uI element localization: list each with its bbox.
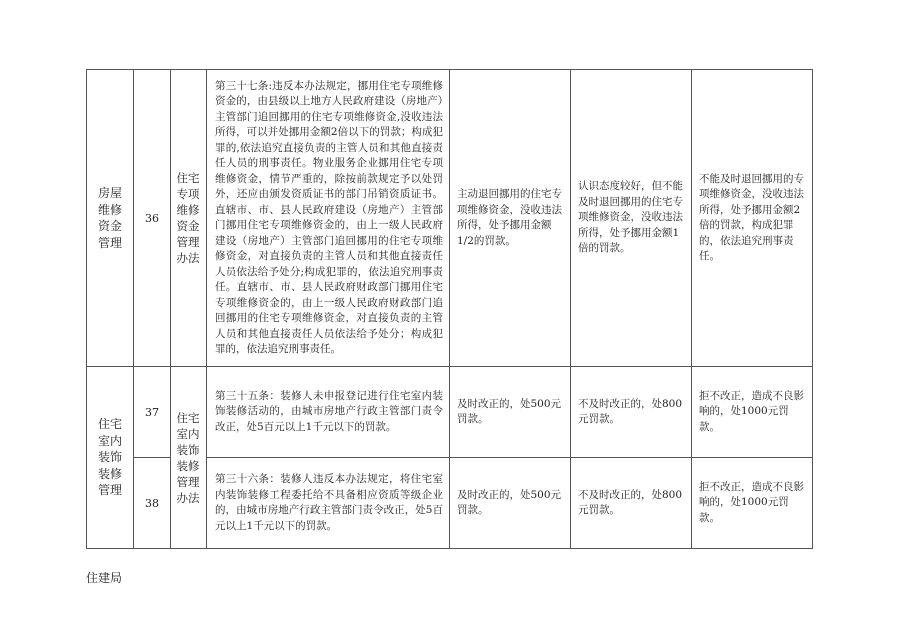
category-cell [87, 367, 134, 549]
table-row [87, 70, 813, 367]
clause-cell: 第三十五条：装修人未申报登记进行住宅室内装饰装修活动的，由城市房地产行政主管部门责令改正，处5百元以上1千元以下的罚款。 [207, 367, 450, 458]
regulation-text: 住宅室内装饰装修管理办法 [176, 410, 200, 505]
number-cell: 36 [134, 70, 171, 367]
clause-cell: 第三十七条:违反本办法规定，挪用住宅专项维修资金的，由县级以上地方人民政府建设（房地产）主管部门追回挪用的住宅专项维修资金,没收违法所得，可以并处挪用金额2倍以下的罚款；构成犯罪的,依法追究直接负责的主管人员和其他直接责任人员的刑事责任。物业服务企业挪用住宅专项维修资金，情节严重的，除按前款规定予以处罚外，还应由颁发资质证书的部门吊销资质证书。直辖市、市、县人民政府建设（房地产）主管部门挪用住宅专项维修资金的，由上一级人民政府建设（房地产）主管部门追回挪用的住宅专项维修资金，对直接负责的主管人员和其他直接责任人员依法给予处分;构成犯罪的，依法追究刑事责任。直辖市、市、县人民政府财政部门挪用住宅专项维修资金的，由上一级人民政府财政部门追回挪用的住宅专项维修资金，对直接负责的主管人员和其他直接责任人员依法给予处分；构成犯罪的，依法追究刑事责任。 [207, 70, 450, 367]
table-row [87, 367, 813, 458]
category-cell [87, 70, 134, 367]
penalty-light-cell: 主动退回挪用的住宅专项维修资金，没收违法所得，处予挪用金额1/2的罚款。 [450, 70, 571, 367]
number-cell: 37 [134, 367, 171, 458]
penalty-severe-cell: 不能及时退回挪用的专项维修资金，没收违法所得，处予挪用金额2倍的罚款，构成犯罪的，依法追究刑事责任。 [692, 70, 813, 367]
penalty-light-cell: 及时改正的，处500元罚款。 [450, 367, 571, 458]
category-text: 住宅室内装饰装修管理 [98, 417, 123, 498]
penalty-severe-cell: 拒不改正，造成不良影响的，处1000元罚款。 [692, 458, 813, 549]
penalty-medium-cell: 不及时改正的，处800元罚款。 [571, 458, 692, 549]
department-footer: 住建局 [86, 571, 123, 585]
penalty-medium-cell: 不及时改正的，处800元罚款。 [571, 367, 692, 458]
penalty-table [86, 69, 813, 549]
regulation-cell [171, 70, 207, 367]
penalty-light-cell: 及时改正的，处500元罚款。 [450, 458, 571, 549]
number-cell: 38 [134, 458, 171, 549]
penalty-severe-cell: 拒不改正，造成不良影响的，处1000元罚款。 [692, 367, 813, 458]
clause-cell: 第三十六条：装修人违反本办法规定，将住宅室内装饰装修工程委托给不具备相应资质等级企业的，由城市房地产行政主管部门责令改正，处5百元以上1千元以下的罚款。 [207, 458, 450, 549]
regulation-text: 住宅专项维修资金管理办法 [176, 171, 200, 265]
category-text: 房屋维修资金管理 [98, 186, 123, 250]
regulation-cell [171, 367, 207, 549]
penalty-medium-cell: 认识态度较好，但不能及时退回挪用的住宅专项维修资金，没收违法所得，处予挪用金额1倍的罚款。 [571, 70, 692, 367]
